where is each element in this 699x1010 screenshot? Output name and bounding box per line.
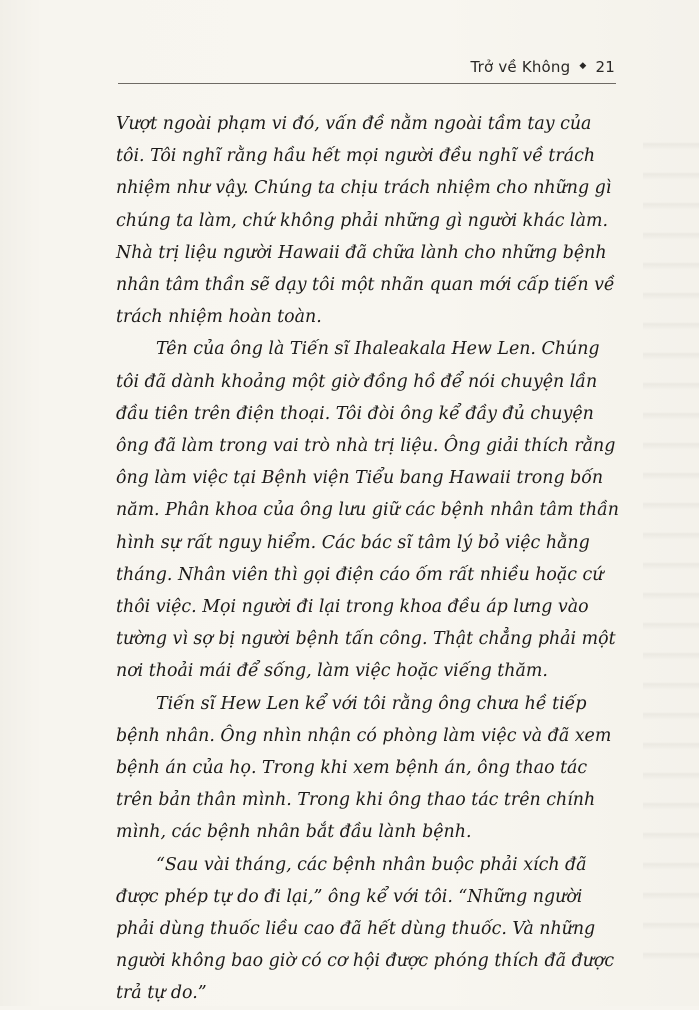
- text-line: tường vì sợ bị người bệnh tấn công. Thật chẳng phải một: [116, 629, 616, 650]
- text-line: ông làm việc tại Bệnh viện Tiểu bang Hawaii trong bốn: [116, 468, 604, 489]
- text-line: Nhà trị liệu người Hawaii đã chữa lành cho những bệnh: [116, 242, 607, 263]
- diamond-separator-icon: ◆: [579, 61, 587, 71]
- text-line: hình sự rất nguy hiểm. Các bác sĩ tâm lý bỏ việc hằng: [116, 532, 590, 553]
- text-line: bệnh nhân. Ông nhìn nhận có phòng làm việc và đã xem: [116, 725, 612, 746]
- text-line: Vượt ngoài phạm vi đó, vấn đề nằm ngoài tầm tay của: [116, 114, 592, 134]
- text-line: thôi việc. Mọi người đi lại trong khoa đều áp lưng vào: [116, 597, 589, 618]
- text-line: đầu tiên trên điện thoại. Tôi đòi ông kể đầy đủ chuyện: [116, 403, 594, 424]
- text-line: tôi. Tôi nghĩ rằng hầu hết mọi người đều nghĩ về trách: [116, 146, 596, 167]
- text-line: tháng. Nhân viên thì gọi điện cáo ốm rất nhiều hoặc cứ: [116, 564, 604, 585]
- text-line: trả tự do.”: [116, 983, 207, 1004]
- text-line: Tiến sĩ Hew Len kể với tôi rằng ông chưa hề tiếp: [156, 693, 587, 714]
- paragraph-3: [116, 688, 626, 849]
- chapter-title: Trở về Không: [470, 58, 571, 76]
- paragraph-4: [116, 849, 626, 1010]
- text-line: trách nhiệm hoàn toàn.: [116, 307, 322, 328]
- text-line: chúng ta làm, chứ không phải những gì người khác làm.: [116, 210, 608, 231]
- text-line: bệnh án của họ. Trong khi xem bệnh án, ông thao tác: [116, 758, 588, 779]
- text-line: được phép tự do đi lại,” ông kể với tôi. “Những người: [116, 886, 583, 907]
- text-line: năm. Phân khoa của ông lưu giữ các bệnh nhân tâm thần: [116, 500, 619, 521]
- text-line: mình, các bệnh nhân bắt đầu lành bệnh.: [116, 822, 472, 843]
- text-line: nhân tâm thần sẽ dạy tôi một nhãn quan mới cấp tiến về: [116, 275, 615, 296]
- text-line: ông đã làm trong vai trò nhà trị liệu. Ông giải thích rằng: [116, 436, 616, 457]
- page-number: 21: [595, 58, 615, 76]
- text-line: “Sau vài tháng, các bệnh nhân buộc phải xích đã: [156, 854, 587, 875]
- text-line: phải dùng thuốc liều cao đã hết dùng thuốc. Và những: [116, 919, 596, 940]
- paragraph-2: [116, 333, 626, 687]
- text-line: người không bao giờ có cơ hội được phóng thích đã được: [116, 951, 615, 972]
- text-line: nơi thoải mái để sống, làm việc hoặc viếng thăm.: [116, 661, 548, 682]
- body-text: [116, 108, 626, 1010]
- text-line: trên bản thân mình. Trong khi ông thao tác trên chính: [116, 790, 596, 811]
- text-line: tôi đã dành khoảng một giờ đồng hồ để nói chuyện lần: [116, 371, 598, 392]
- show-through-shadow: [643, 120, 699, 980]
- text-line: Tên của ông là Tiến sĩ Ihaleakala Hew Len. Chúng: [156, 339, 600, 360]
- header-divider: [118, 83, 616, 84]
- paragraph-1: [116, 108, 626, 333]
- running-header: [470, 58, 615, 76]
- text-line: nhiệm như vậy. Chúng ta chịu trách nhiệm cho những gì: [116, 178, 612, 199]
